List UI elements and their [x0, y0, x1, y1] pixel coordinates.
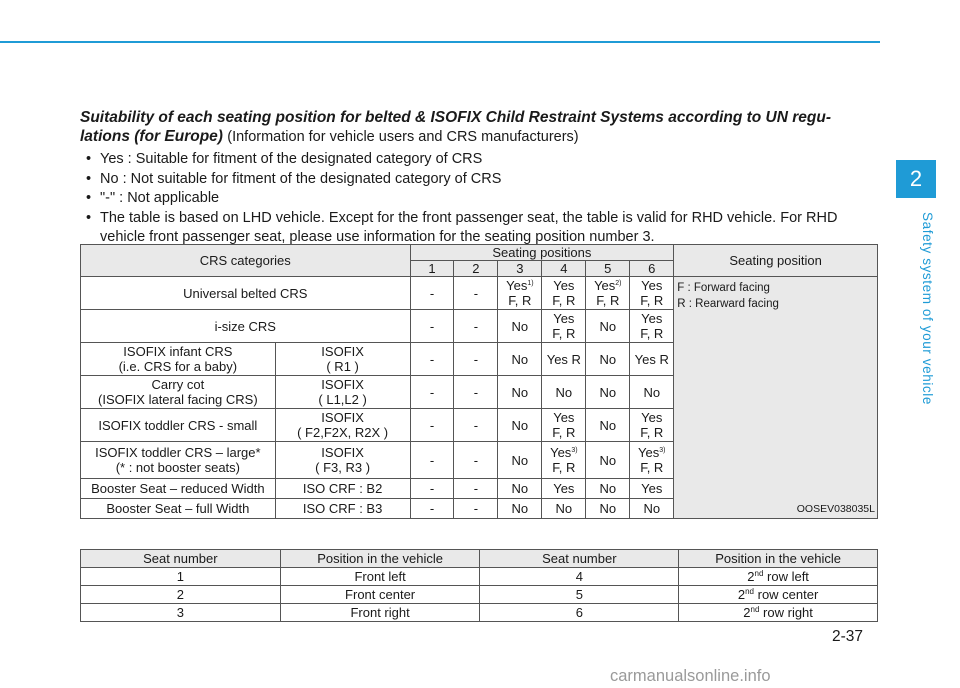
value-text: - — [473, 318, 479, 334]
position-1-value — [410, 479, 454, 499]
seat-position: Front left — [280, 568, 480, 586]
position-5-value — [586, 343, 630, 376]
value-text: - — [429, 285, 435, 301]
crs-category — [81, 343, 276, 376]
position-4-value — [542, 479, 586, 499]
seat-number: 5 — [480, 586, 679, 604]
seat-header-position-2: Position in the vehicle — [679, 550, 878, 568]
position-3-value — [498, 376, 542, 409]
value-text: Yes — [506, 278, 528, 293]
position-2-value — [454, 479, 498, 499]
value-text: - — [429, 351, 435, 367]
value-text: - — [429, 318, 435, 334]
position-2-value — [454, 277, 498, 310]
seat-position: Front right — [280, 604, 480, 622]
position-4-value — [542, 499, 586, 519]
seat-row — [81, 604, 878, 622]
crs-size-class — [275, 343, 410, 376]
row-ordinal-suffix: nd — [745, 587, 755, 596]
value-text: No — [511, 417, 529, 433]
crs-size-class — [275, 479, 410, 499]
value-text: No — [511, 481, 529, 496]
header-seating-positions: Seating positions — [410, 245, 674, 261]
crs-category — [81, 442, 276, 479]
seat-row — [81, 568, 878, 586]
position-5-value — [586, 409, 630, 442]
seat-header-number-2: Seat number — [480, 550, 679, 568]
position-1-value — [410, 409, 454, 442]
crs-category — [81, 376, 276, 409]
crs-size-line: ISOFIX — [321, 344, 364, 359]
position-4-value — [542, 442, 586, 479]
legend-cell — [674, 277, 878, 519]
position-5-value — [586, 310, 630, 343]
image-code: OOSEV038035L — [796, 503, 875, 515]
position-4-value — [542, 409, 586, 442]
page-number: 2-37 — [832, 628, 864, 645]
value-text: No — [599, 417, 617, 433]
position-4-value — [542, 376, 586, 409]
crs-size-class — [275, 499, 410, 519]
crs-size-class — [275, 409, 410, 442]
value-text: No — [599, 501, 617, 516]
value-text: - — [429, 384, 435, 400]
crs-category-line: ISOFIX toddler CRS - small — [98, 417, 258, 433]
position-3-value — [498, 442, 542, 479]
value-text: Yes — [638, 445, 660, 460]
value-text: - — [473, 452, 479, 468]
position-3-value — [498, 409, 542, 442]
value-direction: F, R — [640, 326, 664, 341]
header-position-1: 1 — [410, 261, 454, 277]
watermark: carmanualsonline.info — [610, 667, 771, 685]
value-text: Yes — [553, 481, 575, 496]
position-2-value — [454, 499, 498, 519]
position-5-value — [586, 499, 630, 519]
bullet-not-applicable: • "-" : Not applicable — [86, 189, 886, 209]
row-ordinal-number: 2 — [743, 605, 751, 620]
crs-category — [81, 310, 411, 343]
chapter-label: Safety system of your vehicle — [920, 211, 935, 405]
seat-position — [679, 586, 878, 604]
value-text: No — [643, 384, 661, 400]
value-direction: F, R — [552, 460, 576, 475]
crs-category — [81, 479, 276, 499]
position-3-value — [498, 310, 542, 343]
value-direction: F, R — [552, 326, 576, 341]
value-text: No — [643, 501, 661, 516]
value-text: No — [599, 481, 617, 496]
position-4-value — [542, 277, 586, 310]
value-direction: F, R — [640, 460, 664, 475]
suitability-row — [81, 277, 878, 310]
header-position-6: 6 — [630, 261, 674, 277]
crs-category — [81, 499, 276, 519]
header-position-4: 4 — [542, 261, 586, 277]
seat-table-header — [81, 550, 878, 568]
position-3-value — [498, 343, 542, 376]
row-ordinal-suffix: nd — [754, 569, 764, 578]
seat-number-table — [80, 549, 878, 622]
value-direction: F, R — [640, 293, 664, 308]
position-5-value — [586, 479, 630, 499]
crs-category-line: ISOFIX toddler CRS – large* — [95, 445, 261, 460]
value-text: Yes — [553, 278, 575, 293]
crs-category-line: i-size CRS — [214, 318, 276, 334]
value-text: Yes — [594, 278, 616, 293]
position-2-value — [454, 310, 498, 343]
value-direction: F, R — [596, 293, 620, 308]
crs-size-line: ( F2,F2X, R2X ) — [297, 425, 389, 440]
value-text: - — [473, 501, 479, 516]
bullet-yes: • Yes : Suitable for fitment of the designated category of CRS — [86, 150, 886, 170]
suitability-table — [80, 244, 878, 519]
crs-category-line: (ISOFIX lateral facing CRS) — [98, 392, 258, 407]
position-6-value — [630, 442, 674, 479]
value-text: No — [511, 351, 529, 367]
seat-number: 1 — [81, 568, 281, 586]
header-crs-categories: CRS categories — [81, 245, 411, 277]
crs-size-class — [275, 376, 410, 409]
crs-size-line: ISO CRF : B2 — [302, 481, 383, 496]
seat-number: 4 — [480, 568, 679, 586]
position-5-value — [586, 277, 630, 310]
position-1-value — [410, 343, 454, 376]
crs-category-line: Booster Seat – reduced Width — [91, 481, 265, 496]
header-seating-position: Seating position — [674, 245, 878, 277]
header-position-5: 5 — [586, 261, 630, 277]
section-title — [80, 108, 880, 147]
position-1-value — [410, 499, 454, 519]
value-text: - — [473, 481, 479, 496]
position-2-value — [454, 409, 498, 442]
value-direction: F, R — [552, 293, 576, 308]
value-text: No — [511, 384, 529, 400]
legend-entry: R : Rearward facing — [677, 298, 779, 310]
header-position-2: 2 — [454, 261, 498, 277]
position-6-value — [630, 343, 674, 376]
bullet-list — [86, 150, 886, 248]
position-1-value — [410, 442, 454, 479]
position-4-value — [542, 343, 586, 376]
position-3-value — [498, 479, 542, 499]
position-3-value — [498, 277, 542, 310]
value-direction: F, R — [552, 425, 576, 440]
section-title-note: (Information for vehicle users and CRS manufacturers) — [227, 129, 579, 145]
value-text: No — [511, 501, 529, 516]
value-text: Yes — [641, 410, 663, 425]
seat-header-number-1: Seat number — [81, 550, 281, 568]
bullet-lhd-note: • The table is based on LHD vehicle. Except for the front passenger seat, the table is valid for RHD vehicle. For RHD vehicle front passenger seat, please use information for the seating position number 3. — [86, 209, 886, 248]
value-text: Yes R — [634, 351, 669, 367]
crs-size-line: ( R1 ) — [326, 359, 359, 374]
footnote-marker: 3) — [571, 447, 578, 454]
value-text: No — [599, 318, 617, 334]
section-title-main: Suitability of each seating position for belted & ISOFIX Child Restraint Systems according to UN regu-lations (for Europe) — [80, 109, 831, 145]
position-6-value — [630, 376, 674, 409]
chapter-number: 2 — [909, 166, 923, 191]
position-2-value — [454, 442, 498, 479]
crs-size-line: ISOFIX — [321, 410, 364, 425]
seat-position — [679, 604, 878, 622]
value-text: Yes — [550, 445, 572, 460]
value-text: No — [555, 384, 573, 400]
value-text: No — [511, 452, 529, 468]
seat-number: 6 — [480, 604, 679, 622]
header-position-3: 3 — [498, 261, 542, 277]
crs-size-line: ISOFIX — [321, 445, 364, 460]
position-2-value — [454, 376, 498, 409]
position-4-value — [542, 310, 586, 343]
seat-position: Front center — [280, 586, 480, 604]
seat-number: 3 — [81, 604, 281, 622]
position-1-value — [410, 277, 454, 310]
value-text: - — [473, 417, 479, 433]
value-text: - — [473, 285, 479, 301]
bullet-no: • No : Not suitable for fitment of the designated category of CRS — [86, 170, 886, 190]
value-text: - — [429, 501, 435, 516]
crs-category-line: Universal belted CRS — [183, 285, 308, 301]
value-text: No — [599, 384, 617, 400]
row-ordinal-number: 2 — [747, 569, 755, 584]
value-text: Yes — [553, 311, 575, 326]
footnote-marker: 1) — [527, 280, 534, 287]
position-6-value — [630, 479, 674, 499]
position-6-value — [630, 277, 674, 310]
position-1-value — [410, 310, 454, 343]
value-direction: F, R — [508, 293, 532, 308]
chapter-tab — [896, 160, 936, 198]
value-text: No — [599, 452, 617, 468]
row-position-text: row right — [759, 605, 813, 620]
header-rule — [0, 41, 880, 43]
crs-category-line: (i.e. CRS for a baby) — [118, 359, 238, 374]
value-text: Yes — [641, 481, 663, 496]
position-6-value — [630, 310, 674, 343]
crs-category-line: Booster Seat – full Width — [106, 501, 250, 516]
crs-category — [81, 277, 411, 310]
value-text: - — [473, 384, 479, 400]
position-5-value — [586, 376, 630, 409]
value-direction: F, R — [640, 425, 664, 440]
footnote-marker: 2) — [615, 280, 622, 287]
position-1-value — [410, 376, 454, 409]
value-text: No — [555, 501, 573, 516]
row-position-text: row center — [754, 587, 819, 602]
value-text: - — [429, 417, 435, 433]
seat-header-position-1: Position in the vehicle — [280, 550, 480, 568]
crs-category-line: Carry cot — [151, 377, 205, 392]
value-text: Yes — [641, 278, 663, 293]
crs-category-line: (* : not booster seats) — [115, 460, 240, 475]
value-text: - — [429, 452, 435, 468]
value-text: Yes — [641, 311, 663, 326]
position-5-value — [586, 442, 630, 479]
seat-number: 2 — [81, 586, 281, 604]
position-3-value — [498, 499, 542, 519]
position-6-value — [630, 499, 674, 519]
value-text: No — [511, 318, 529, 334]
legend-entry: F : Forward facing — [677, 282, 770, 294]
crs-size-line: ISO CRF : B3 — [302, 501, 383, 516]
seat-position — [679, 568, 878, 586]
position-6-value — [630, 409, 674, 442]
value-text: - — [473, 351, 479, 367]
row-ordinal-number: 2 — [737, 587, 746, 602]
crs-size-line: ( L1,L2 ) — [318, 392, 367, 407]
crs-size-class — [275, 442, 410, 479]
crs-size-line: ISOFIX — [321, 377, 364, 392]
seat-row — [81, 586, 878, 604]
row-position-text: row left — [763, 569, 809, 584]
value-text: Yes R — [546, 351, 581, 367]
value-text: No — [599, 351, 617, 367]
position-2-value — [454, 343, 498, 376]
row-ordinal-suffix: nd — [750, 605, 760, 614]
value-text: Yes — [553, 410, 575, 425]
crs-category — [81, 409, 276, 442]
crs-size-line: ( F3, R3 ) — [315, 460, 371, 475]
value-text: - — [429, 481, 435, 496]
crs-category-line: ISOFIX infant CRS — [123, 344, 233, 359]
footnote-marker: 3) — [659, 447, 666, 454]
